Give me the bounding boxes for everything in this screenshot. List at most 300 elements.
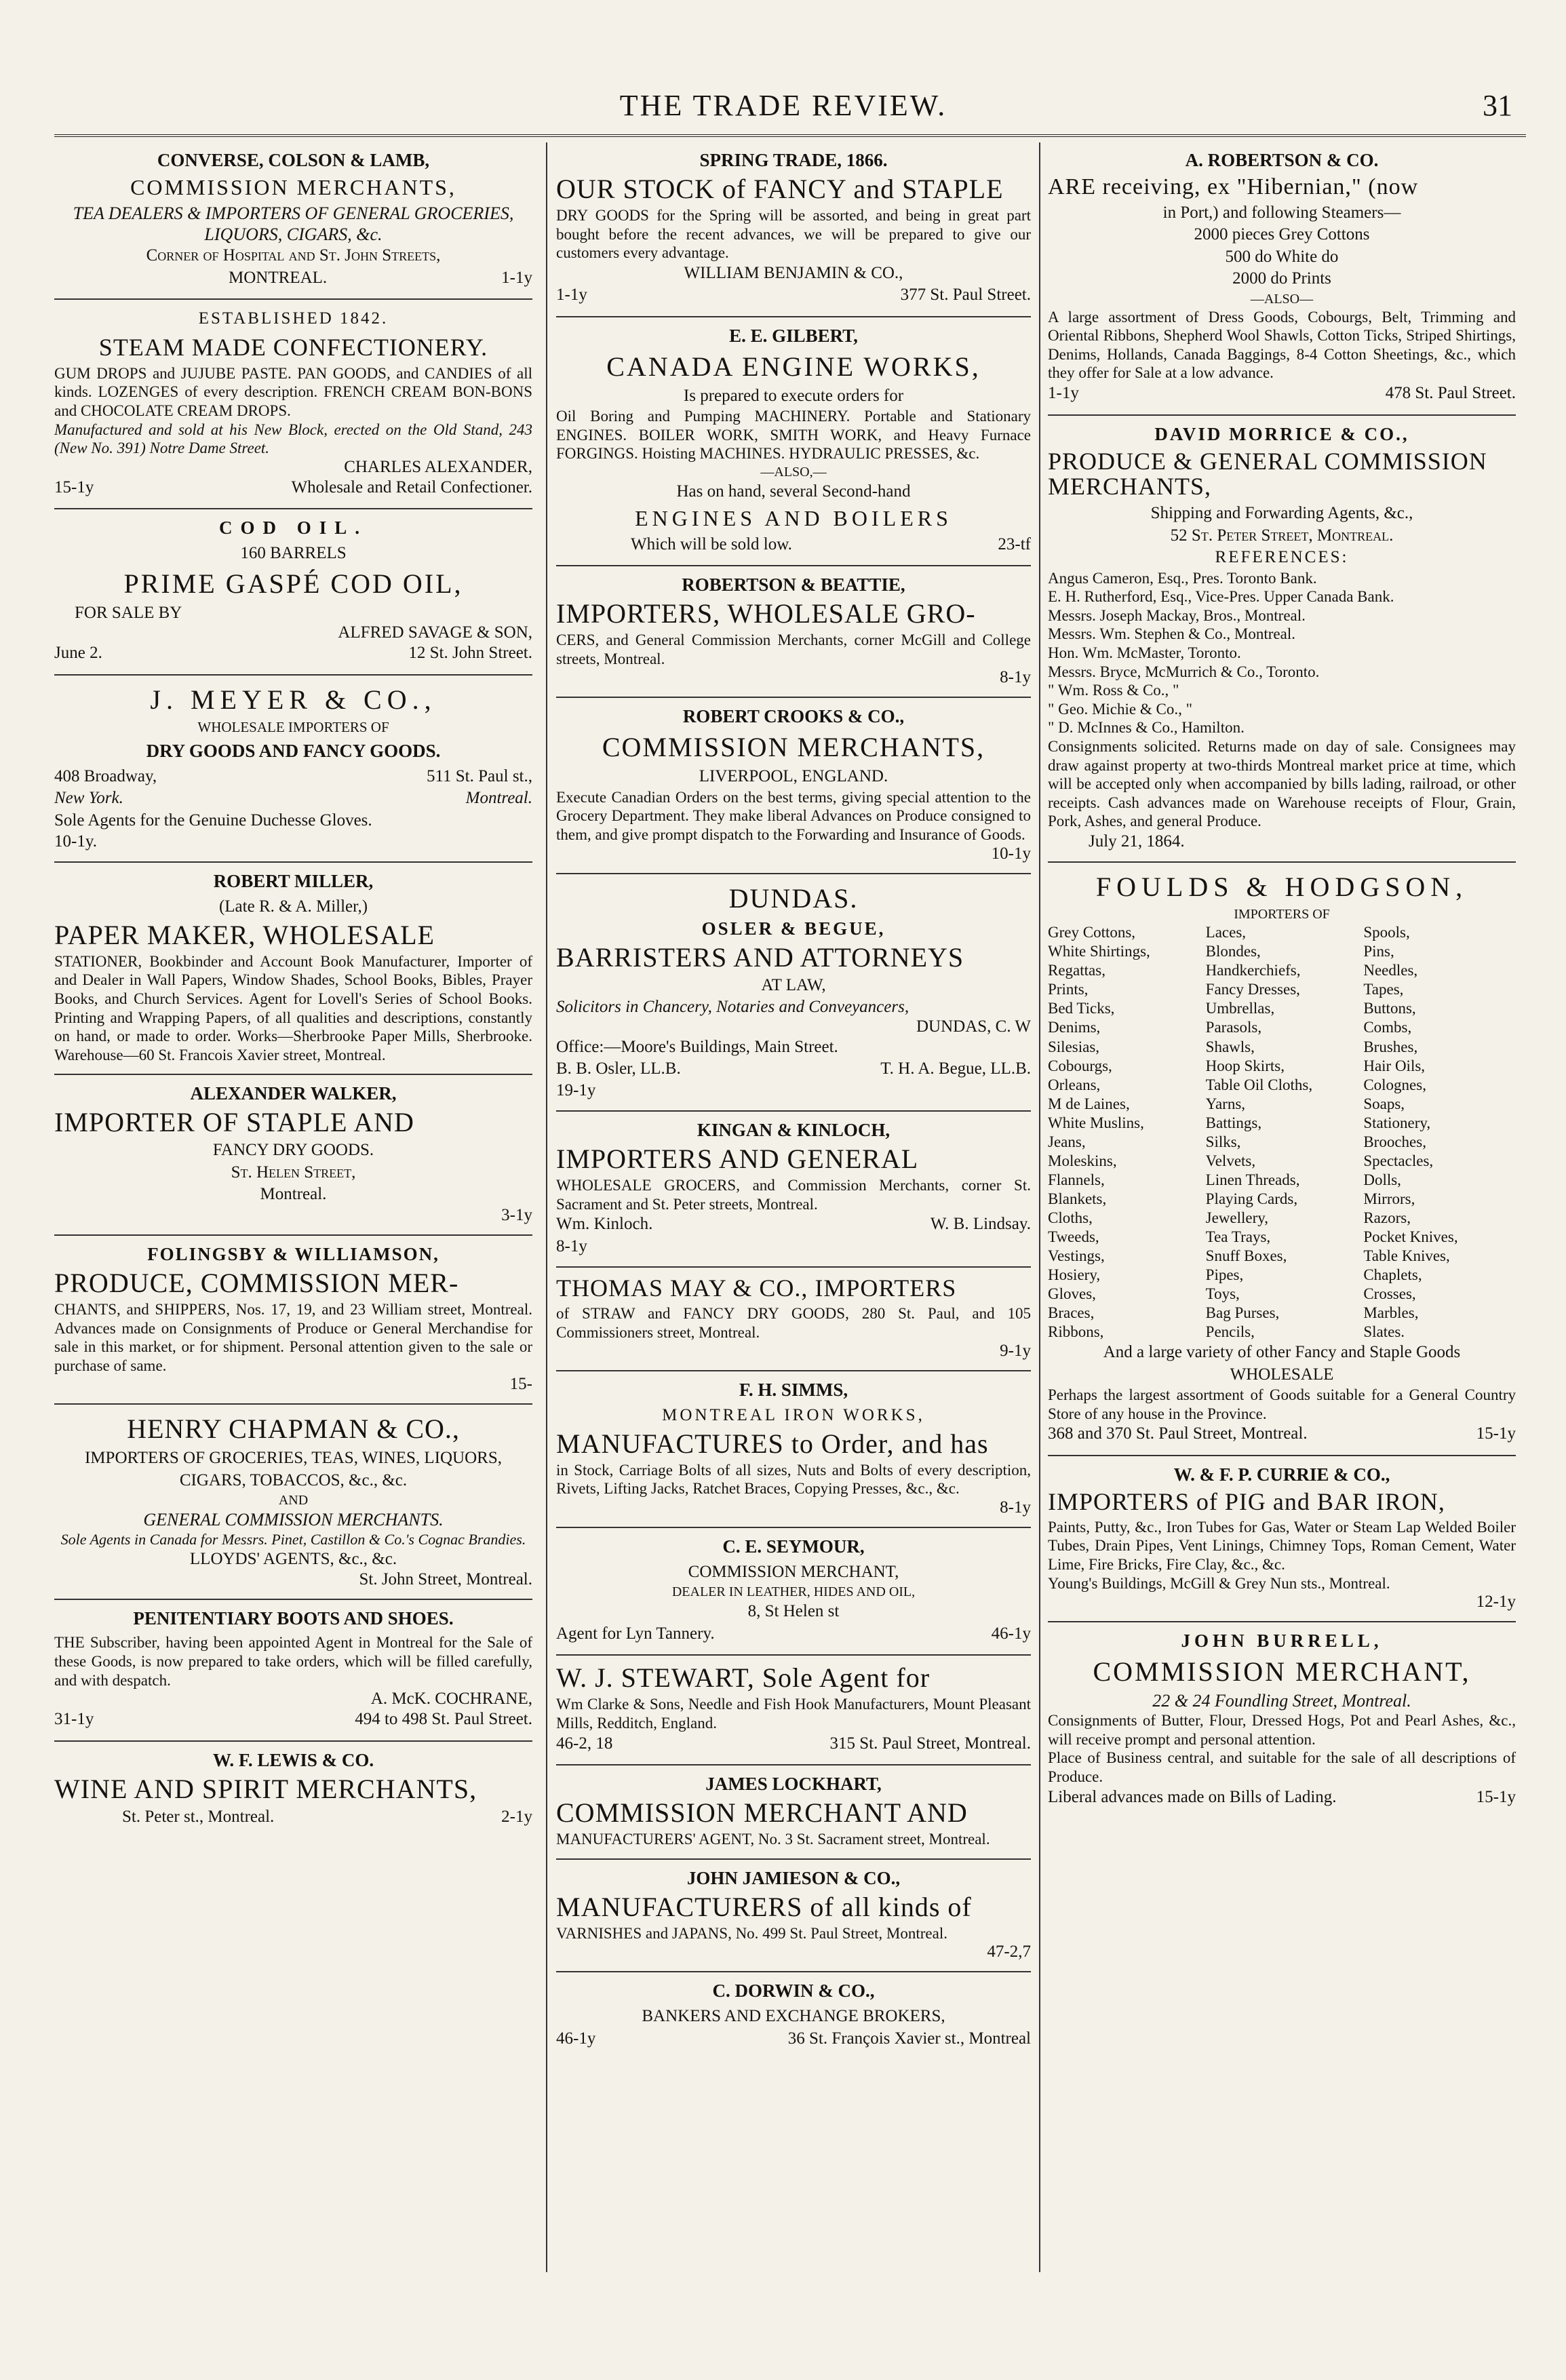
ad-heading: A. ROBERTSON & CO. xyxy=(1185,150,1379,170)
ad-subtitle: COMMISSION MERCHANT, xyxy=(688,1562,899,1581)
ad-headline: PRODUCE & GENERAL COMMISSION MERCHANTS, xyxy=(1048,447,1487,501)
goods-item: Combs, xyxy=(1363,1019,1412,1036)
ad-body: Consignments of Butter, Flour, Dressed Hogs, Pot and Pearl Ashes, &c., will receive prompt and personal attention. xyxy=(1048,1712,1516,1748)
ad-heading: JAMES LOCKHART, xyxy=(705,1774,882,1795)
goods-item: Vestings, xyxy=(1048,1247,1105,1265)
ad-name: A. McK. COCHRANE, xyxy=(370,1690,532,1709)
ad-reference: " Wm. Ross & Co., " xyxy=(1048,682,1179,699)
ad-headline: IMPORTERS, WHOLESALE GRO- xyxy=(556,598,976,629)
ad-subtitle: Shipping and Forwarding Agents, &c., xyxy=(1150,504,1413,523)
ad-office: Office:—Moore's Buildings, Main Street. xyxy=(556,1038,838,1057)
divider xyxy=(1048,414,1516,416)
ad-headline: COMMISSION MERCHANT, xyxy=(1093,1656,1471,1688)
ad-code: 1-1y xyxy=(556,286,587,305)
goods-item: Mirrors, xyxy=(1363,1190,1415,1207)
ad-code: 15-1y xyxy=(1476,1787,1516,1806)
advertisement xyxy=(54,150,532,289)
ad-name: Wm. Kinloch. xyxy=(556,1215,653,1234)
goods-item: Fancy Dresses, xyxy=(1205,981,1300,998)
goods-item: Marbles, xyxy=(1363,1304,1419,1322)
goods-item: Hosiery, xyxy=(1048,1266,1101,1284)
goods-item: Moleskins, xyxy=(1048,1152,1117,1169)
ad-address: St. Helen Street, xyxy=(231,1163,356,1182)
ad-reference: Hon. Wm. McMaster, Toronto. xyxy=(1048,644,1241,662)
goods-item: Linen Threads, xyxy=(1205,1171,1300,1188)
ad-date: July 21, 1864. xyxy=(1089,832,1185,851)
ad-body: And a large variety of other Fancy and Staple Goods xyxy=(1103,1343,1461,1362)
divider xyxy=(54,508,532,509)
goods-item: Grey Cottons, xyxy=(1048,924,1136,941)
ad-headline: PRIME GASPÉ COD OIL, xyxy=(123,568,463,599)
ad-headline: J. MEYER & CO., xyxy=(150,684,437,715)
ad-heading: F. H. SIMMS, xyxy=(739,1380,848,1401)
ad-headline: THOMAS MAY & CO., IMPORTERS xyxy=(556,1274,957,1302)
goods-item: Brushes, xyxy=(1363,1038,1418,1055)
divider xyxy=(556,1110,1031,1112)
goods-item: Parasols, xyxy=(1205,1019,1262,1036)
ad-headline: IMPORTERS of PIG and BAR IRON, xyxy=(1048,1487,1445,1515)
ad-headline: MANUFACTURERS of all kinds of xyxy=(556,1891,972,1922)
goods-item: Gloves, xyxy=(1048,1285,1096,1303)
ad-subtitle: IMPORTERS OF xyxy=(1234,907,1330,922)
ad-body: Place of Business central, and suitable for the sale of all descriptions of Produce. xyxy=(1048,1749,1516,1786)
ad-headline: COMMISSION MERCHANTS, xyxy=(602,732,985,763)
ad-name: T. H. A. Begue, LL.B. xyxy=(880,1059,1031,1078)
ad-italic: GENERAL COMMISSION MERCHANTS. xyxy=(143,1510,444,1530)
advertisement xyxy=(556,706,1031,863)
goods-item: Tea Trays, xyxy=(1205,1228,1271,1245)
goods-item: Prints, xyxy=(1048,981,1089,998)
advertisement xyxy=(556,1120,1031,1257)
ad-heading: SPRING TRADE, 1866. xyxy=(699,150,888,170)
advertisement xyxy=(1048,1631,1516,1808)
ad-address: 8, St Helen st xyxy=(747,1602,840,1621)
ad-subtitle: LIVERPOOL, ENGLAND. xyxy=(699,767,888,786)
goods-item: Orleans, xyxy=(1048,1076,1101,1093)
advertisement xyxy=(556,574,1031,687)
advertisement xyxy=(556,326,1031,555)
goods-item: Hair Oils, xyxy=(1363,1057,1426,1074)
goods-item: Pipes, xyxy=(1205,1266,1244,1284)
ad-body: Paints, Putty, &c., Iron Tubes for Gas, Water or Steam Lap Welded Boiler Tubes, Drain Pipes, Vent Linings, Chimney Tops, Roman Cement, Water Lime, Fire Bricks, Fire Clay, &c., &c. xyxy=(1048,1518,1516,1573)
advertisement xyxy=(54,518,532,664)
goods-item: Snuff Boxes, xyxy=(1205,1247,1287,1265)
divider xyxy=(54,1740,532,1742)
ad-address: St. Peter st., Montreal. xyxy=(122,1807,275,1826)
ad-date: June 2. xyxy=(54,644,102,663)
advertisement xyxy=(556,1981,1031,2050)
ad-body: Perhaps the largest assortment of Goods suitable for a General Country Store of any house in the Province. xyxy=(1048,1386,1516,1422)
ad-subtitle: AT LAW, xyxy=(761,975,826,994)
ad-code: 2-1y xyxy=(501,1807,532,1826)
ad-code: 15-1y xyxy=(54,477,94,496)
ad-address: 511 St. Paul st., xyxy=(426,766,532,785)
goods-item: Needles, xyxy=(1363,962,1418,979)
advertisement xyxy=(1048,150,1516,405)
goods-item: Handkerchiefs, xyxy=(1205,962,1301,979)
ad-heading: DRY GOODS AND FANCY GOODS. xyxy=(146,740,441,761)
divider xyxy=(54,1599,532,1600)
goods-item: Shawls, xyxy=(1205,1038,1255,1055)
advertisement xyxy=(54,871,532,1064)
ad-heading: OSLER & BEGUE, xyxy=(701,918,886,939)
ad-body: A large assortment of Dress Goods, Cobourgs, Belt, Trimming and Oriental Ribbons, Shepherd Wool Shawls, Cotton Ticks, Striped Shirtings, Denims, Hollands, Canada Baggings, 8-4 Cotton Sheetings, &c., which they offer for Sale at a low advance. xyxy=(1048,308,1516,382)
ad-also: —ALSO— xyxy=(1250,291,1314,307)
goods-item: Crosses, xyxy=(1363,1285,1416,1303)
ad-headline: IMPORTERS AND GENERAL xyxy=(556,1144,919,1175)
goods-item: Toys, xyxy=(1205,1285,1240,1303)
divider xyxy=(556,1858,1031,1860)
ad-sale: FOR SALE BY xyxy=(75,603,182,622)
ad-heading: ROBERT MILLER, xyxy=(213,871,374,892)
ad-code: 46-1y xyxy=(556,2029,596,2048)
ad-name: WILLIAM BENJAMIN & CO., xyxy=(684,263,903,282)
ad-body: Wm Clarke & Sons, Needle and Fish Hook Manufacturers, Mount Pleasant Mills, Redditch, England. xyxy=(556,1696,1031,1732)
ad-reference: E. H. Rutherford, Esq., Vice-Pres. Upper Canada Bank. xyxy=(1048,588,1394,606)
ad-headline: COMMISSION MERCHANTS, xyxy=(130,175,456,199)
divider xyxy=(556,565,1031,566)
ad-body: WHOLESALE GROCERS, and Commission Merchants, corner St. Sacrament and St. Peter streets, Montreal. xyxy=(556,1177,1031,1213)
ad-subtitle: MONTREAL IRON WORKS, xyxy=(662,1406,925,1425)
ad-headline: ARE receiving, ex "Hibernian," (now xyxy=(1048,174,1419,199)
ad-address: 52 St. Peter Street, Montreal. xyxy=(1170,526,1394,545)
ad-reference: Messrs. Bryce, McMurrich & Co., Toronto. xyxy=(1048,663,1320,680)
ad-body: Oil Boring and Pumping MACHINERY. Portable and Stationary ENGINES. BOILER WORK, SMITH WORK, and Heavy Furnace FORGINGS. Hoisting MACHINES. HYDRAULIC PRESSES, &c. xyxy=(556,408,1031,463)
ad-body: of STRAW and FANCY DRY GOODS, 280 St. Paul, and 105 Commissioners street, Montreal. xyxy=(556,1305,1031,1341)
goods-item: Spectacles, xyxy=(1363,1152,1434,1169)
ad-body: DRY GOODS for the Spring will be assorted, and being in great part bought before the recent advances, we will be prepared to give our customers every advantage. xyxy=(556,207,1031,262)
advertisement xyxy=(1048,424,1516,853)
ad-heading: DAVID MORRICE & CO., xyxy=(1154,423,1409,444)
ad-headline: IMPORTER OF STAPLE AND xyxy=(54,1107,414,1138)
ad-headline: PAPER MAKER, WHOLESALE xyxy=(54,919,435,950)
advertisement xyxy=(1048,1464,1516,1612)
advertisement xyxy=(556,1536,1031,1645)
divider xyxy=(556,316,1031,317)
ad-heading: W. & F. P. CURRIE & CO., xyxy=(1173,1464,1390,1485)
ad-reference: " D. McInnes & Co., Hamilton. xyxy=(1048,719,1245,737)
ad-text: Which will be sold low. xyxy=(631,534,792,553)
goods-item: Velvets, xyxy=(1205,1152,1256,1169)
advertisement xyxy=(54,308,532,499)
page-number: 31 xyxy=(1483,89,1512,122)
ad-body: MANUFACTURERS' AGENT, No. 3 St. Sacrament street, Montreal. xyxy=(556,1831,990,1848)
ad-subtitle: IMPORTERS OF GROCERIES, TEAS, WINES, LIQUORS, CIGARS, TOBACCOS, &c., &c. xyxy=(84,1449,502,1489)
ad-references-heading: REFERENCES: xyxy=(1215,548,1349,567)
goods-item: Hoop Skirts, xyxy=(1205,1057,1285,1074)
goods-item: Braces, xyxy=(1048,1304,1095,1322)
ad-reference: Messrs. Joseph Mackay, Bros., Montreal. xyxy=(1048,606,1306,624)
ad-code: 1-1y xyxy=(1048,384,1079,403)
divider xyxy=(1048,1455,1516,1456)
ad-address: 377 St. Paul Street. xyxy=(900,286,1031,305)
ad-body: Execute Canadian Orders on the best terms, giving special attention to the Grocery Department. They make liberal Advances on Produce consigned to them, and give prompt dispatch to the Forwarding and Insurance of Goods. xyxy=(556,788,1031,843)
ad-address: 36 St. François Xavier st., Montreal xyxy=(787,2029,1031,2048)
ad-address: 12 St. John Street. xyxy=(408,644,532,663)
ad-body: Sole Agents for the Genuine Duchesse Gloves. xyxy=(54,811,372,830)
advertisement xyxy=(54,1413,532,1589)
ad-body: STATIONER, Bookbinder and Account Book Manufacturer, Importer of and Dealer in Wall Papers, Window Shades, School Books, Bibles, Prayer Books, and Church Services. Agent for Lovell's Series of School Books. Printing and Wrapping Papers, of all qualities and descriptions, constantly on hand, or made to order. Works—Sherbrooke Paper Mills, Sherbrooke. Warehouse—60 St. Francois Xavier street, Montreal. xyxy=(54,952,532,1064)
ad-name: W. B. Lindsay. xyxy=(930,1215,1031,1234)
advertisement xyxy=(556,882,1031,1101)
ad-and: AND xyxy=(278,1493,309,1508)
divider xyxy=(556,1764,1031,1766)
ad-headline: OUR STOCK of FANCY and STAPLE xyxy=(556,174,1004,204)
advertisement xyxy=(556,150,1031,307)
ad-city: MONTREAL. xyxy=(229,268,328,287)
ad-city: New York. xyxy=(54,789,123,808)
advertisement xyxy=(54,1750,532,1829)
ad-quantity: 160 BARRELS xyxy=(240,544,347,563)
ad-headline: COMMISSION MERCHANT AND xyxy=(556,1797,968,1829)
ad-headline: HENRY CHAPMAN & CO., xyxy=(127,1413,460,1445)
ad-code: 46-2, 18 xyxy=(556,1734,613,1753)
ad-heading: ROBERTSON & BEATTIE, xyxy=(682,574,905,596)
advertisement xyxy=(54,684,532,853)
advertisement xyxy=(556,1774,1031,1849)
ad-headline: ENGINES AND BOILERS xyxy=(635,505,952,530)
divider xyxy=(54,1403,532,1405)
goods-item: M de Laines, xyxy=(1048,1095,1130,1112)
ad-code: 12-1y xyxy=(1476,1593,1516,1612)
ad-subtitle: TEA DEALERS & IMPORTERS OF GENERAL GROCERIES, LIQUORS, CIGARS, &c. xyxy=(73,203,514,245)
ad-code: 1-1y xyxy=(501,268,532,287)
goods-item: Yarns, xyxy=(1205,1095,1246,1112)
goods-item: Silesias, xyxy=(1048,1038,1100,1055)
ad-address: St. John Street, Montreal. xyxy=(359,1570,532,1589)
goods-item: Pocket Knives, xyxy=(1363,1228,1458,1245)
goods-item: Playing Cards, xyxy=(1205,1190,1298,1207)
ad-address: 494 to 498 St. Paul Street. xyxy=(355,1710,532,1729)
goods-item: Dolls, xyxy=(1363,1171,1401,1188)
goods-item: Laces, xyxy=(1205,924,1247,941)
divider xyxy=(556,1266,1031,1268)
goods-item: Table Knives, xyxy=(1363,1247,1450,1265)
goods-item: Soaps, xyxy=(1363,1095,1405,1112)
ad-subtitle: FANCY DRY GOODS. xyxy=(212,1141,374,1160)
ad-address: 408 Broadway, xyxy=(54,766,157,785)
divider xyxy=(556,1527,1031,1528)
ad-code: 8-1y xyxy=(556,1236,587,1255)
ad-text: Has on hand, several Second-hand xyxy=(676,482,911,501)
ad-agent: Agent for Lyn Tannery. xyxy=(556,1624,715,1643)
advertisement xyxy=(54,1244,532,1394)
goods-item: Stationery, xyxy=(1363,1114,1431,1131)
ad-subtitle: WHOLESALE IMPORTERS OF xyxy=(197,718,389,735)
ad-code: 10-1y xyxy=(991,844,1031,863)
ad-headline: W. J. STEWART, Sole Agent for xyxy=(556,1662,931,1694)
ad-heading: ALEXANDER WALKER, xyxy=(190,1083,397,1104)
goods-item: Denims, xyxy=(1048,1019,1101,1036)
ad-code: 46-1y xyxy=(991,1624,1031,1643)
ad-heading: PENITENTIARY BOOTS AND SHOES. xyxy=(133,1608,454,1629)
goods-item: Razors, xyxy=(1363,1209,1411,1226)
divider xyxy=(54,298,532,300)
ad-list-item: 500 do White do xyxy=(1225,247,1339,266)
goods-item: Blankets, xyxy=(1048,1190,1107,1207)
ad-code: 19-1y xyxy=(556,1081,596,1100)
divider xyxy=(556,873,1031,874)
ad-body: Consignments solicited. Returns made on day of sale. Consignees may draw against property at two-thirds Montreal market price at time, which will be accepted only when accompanied by bills lading, railroad, or other receipts. Cash advances made on Warehouse receipts of Flour, Grain, Pork, Ashes, and general Produce. xyxy=(1048,738,1516,830)
goods-item: Pencils, xyxy=(1205,1323,1255,1341)
ad-city: DUNDAS, C. W xyxy=(916,1017,1031,1036)
goods-item: Ribbons, xyxy=(1048,1323,1104,1341)
ad-code: 15-1y xyxy=(1476,1424,1516,1443)
advertisement xyxy=(556,1664,1031,1755)
ad-address: 478 St. Paul Street. xyxy=(1385,384,1516,403)
ad-heading: ESTABLISHED 1842. xyxy=(198,309,389,328)
section-heading: DUNDAS. xyxy=(728,882,859,914)
ad-subtitle: Is prepared to execute orders for xyxy=(683,386,904,405)
advertisement xyxy=(54,1083,532,1225)
divider xyxy=(556,697,1031,698)
divider xyxy=(556,1370,1031,1371)
ad-reference: " Geo. Michie & Co., " xyxy=(1048,700,1192,718)
goods-item: Tapes, xyxy=(1363,981,1404,998)
goods-item: Umbrellas, xyxy=(1205,1000,1275,1017)
goods-item: Bed Ticks, xyxy=(1048,1000,1115,1017)
divider xyxy=(556,1971,1031,1972)
ad-heading: COD OIL. xyxy=(218,518,368,539)
column-divider xyxy=(546,142,547,2272)
ad-headline: STEAM MADE CONFECTIONERY. xyxy=(98,333,488,361)
advertisement xyxy=(556,1276,1031,1361)
ad-name: ALFRED SAVAGE & SON, xyxy=(338,623,532,642)
goods-item: Battings, xyxy=(1205,1114,1262,1131)
ad-heading: ROBERT CROOKS & CO., xyxy=(682,706,905,727)
goods-item: Regattas, xyxy=(1048,962,1105,979)
ad-city: Montreal. xyxy=(260,1185,327,1204)
ad-headline: MANUFACTURES to Order, and has xyxy=(556,1428,989,1459)
ad-code: 10-1y. xyxy=(54,832,97,851)
ad-body: CERS, and General Commission Merchants, corner McGill and College streets, Montreal. xyxy=(556,631,1031,667)
advertisement xyxy=(556,1868,1031,1962)
ad-list-item: 2000 do Prints xyxy=(1232,269,1331,288)
ad-reference: Angus Cameron, Esq., Pres. Toronto Bank. xyxy=(1048,569,1317,587)
goods-item: Spools, xyxy=(1363,924,1410,941)
ad-body: VARNISHES and JAPANS, No. 499 St. Paul Street, Montreal. xyxy=(556,1924,947,1942)
ad-agents: LLOYDS' AGENTS, &c., &c. xyxy=(189,1549,397,1568)
ad-headline: BARRISTERS AND ATTORNEYS xyxy=(556,941,964,973)
ad-heading: C. E. SEYMOUR, xyxy=(722,1536,865,1557)
divider xyxy=(54,1074,532,1075)
column-2 xyxy=(556,146,1031,2056)
ad-italic: Solicitors in Chancery, Notaries and Conveyancers, xyxy=(556,998,909,1017)
page-title: THE TRADE REVIEW. xyxy=(619,89,947,122)
goods-item: Chaplets, xyxy=(1363,1266,1422,1284)
ad-heading: KINGAN & KINLOCH, xyxy=(697,1120,890,1141)
ad-wholesale: WHOLESALE xyxy=(1230,1365,1334,1384)
ad-heading: JOHN JAMIESON & CO., xyxy=(686,1867,901,1888)
ad-code: 47-2,7 xyxy=(987,1943,1031,1962)
ad-body: GUM DROPS and JUJUBE PASTE. PAN GOODS, and CANDIES of all kinds. LOZENGES of every description. FRENCH CREAM BON-BONS and CHOCOLATE CREAM DROPS. xyxy=(54,364,532,420)
divider xyxy=(1048,861,1516,863)
goods-list xyxy=(1048,923,1516,1342)
goods-item: Tweeds, xyxy=(1048,1228,1099,1245)
goods-item: Cloths, xyxy=(1048,1209,1093,1226)
ad-body: in Port,) and following Steamers— xyxy=(1162,203,1401,222)
ad-address: Young's Buildings, McGill & Grey Nun sts., Montreal. xyxy=(1048,1574,1390,1592)
ad-code: 31-1y xyxy=(54,1710,94,1729)
ad-italic: Sole Agents in Canada for Messrs. Pinet, Castillon & Co.'s Cognac Brandies. xyxy=(60,1530,526,1548)
divider xyxy=(1048,1621,1516,1622)
advertisement xyxy=(556,1380,1031,1517)
ad-reference: Messrs. Wm. Stephen & Co., Montreal. xyxy=(1048,625,1295,643)
goods-item: Bag Purses, xyxy=(1205,1304,1280,1322)
goods-item: Jewellery, xyxy=(1205,1209,1269,1226)
ad-body: Liberal advances made on Bills of Lading. xyxy=(1048,1787,1337,1806)
ad-code: 15- xyxy=(509,1375,532,1394)
goods-item: White Shirtings, xyxy=(1048,943,1150,960)
goods-item: Flannels, xyxy=(1048,1171,1105,1188)
ad-code: 8-1y xyxy=(1000,668,1031,687)
ad-subtitle: BANKERS AND EXCHANGE BROKERS, xyxy=(642,2007,945,2026)
ad-heading: JOHN BURRELL, xyxy=(1181,1631,1383,1652)
ad-also: —ALSO,— xyxy=(760,465,827,480)
goods-item: Jeans, xyxy=(1048,1133,1086,1150)
goods-item: Blondes, xyxy=(1205,943,1261,960)
ad-subtitle: (Late R. & A. Miller,) xyxy=(218,897,368,916)
goods-item: Buttons, xyxy=(1363,1000,1416,1017)
column-divider xyxy=(1039,142,1040,2272)
goods-item: Colognes, xyxy=(1363,1076,1426,1093)
ad-code: 3-1y xyxy=(501,1205,532,1224)
advertisement xyxy=(1048,871,1516,1445)
ad-body: in Stock, Carriage Bolts of all sizes, Nuts and Bolts of every description, Rivets, Lifting Jacks, Ratchet Braces, Copying Presses, &c., &c. xyxy=(556,1461,1031,1498)
header-rule xyxy=(54,134,1526,137)
divider xyxy=(54,1234,532,1236)
divider xyxy=(556,1654,1031,1656)
ad-address: 368 and 370 St. Paul Street, Montreal. xyxy=(1048,1424,1308,1443)
ad-city: Montreal. xyxy=(465,789,532,808)
ad-body: THE Subscriber, having been appointed Agent in Montreal for the Sale of these Goods, is now prepared to take orders, which will be filled carefully, and with despatch. xyxy=(54,1634,532,1689)
divider xyxy=(54,861,532,863)
goods-item: Table Oil Cloths, xyxy=(1205,1076,1313,1093)
ad-heading: FOLINGSBY & WILLIAMSON, xyxy=(147,1243,439,1264)
ad-address: Corner of Hospital and St. John Streets, xyxy=(146,246,441,265)
ad-code: 8-1y xyxy=(1000,1498,1031,1517)
ad-name: B. B. Osler, LL.B. xyxy=(556,1059,681,1078)
ad-heading: E. E. GILBERT, xyxy=(729,325,858,346)
ad-note: Manufactured and sold at his New Block, erected on the Old Stand, 243 (New No. 391) Notre Dame Street. xyxy=(54,421,532,457)
column-3 xyxy=(1048,146,1516,1815)
ad-name: CHARLES ALEXANDER, xyxy=(344,457,532,476)
ad-headline: FOULDS & HODGSON, xyxy=(1095,872,1468,903)
ad-subtitle: 22 & 24 Foundling Street, Montreal. xyxy=(1152,1691,1411,1711)
ad-code: 9-1y xyxy=(1000,1342,1031,1361)
goods-item: Cobourgs, xyxy=(1048,1057,1112,1074)
ad-code: 23-tf xyxy=(998,534,1031,553)
divider xyxy=(54,674,532,676)
ad-headline: CANADA ENGINE WORKS, xyxy=(606,351,981,382)
goods-item: Silks, xyxy=(1205,1133,1241,1150)
ad-subtitle: DEALER IN LEATHER, HIDES AND OIL, xyxy=(671,1584,916,1600)
advertisement xyxy=(54,1608,532,1730)
goods-item: Pins, xyxy=(1363,943,1394,960)
ad-headline: WINE AND SPIRIT MERCHANTS, xyxy=(54,1773,477,1804)
goods-item: White Muslins, xyxy=(1048,1114,1144,1131)
ad-list-item: 2000 pieces Grey Cottons xyxy=(1194,225,1370,244)
ad-heading: W. F. LEWIS & CO. xyxy=(212,1749,374,1770)
ad-heading: CONVERSE, COLSON & LAMB, xyxy=(157,150,430,170)
ad-headline: PRODUCE, COMMISSION MER- xyxy=(54,1267,459,1298)
ad-heading: C. DORWIN & CO., xyxy=(712,1981,875,2002)
ad-description: Wholesale and Retail Confectioner. xyxy=(291,477,532,496)
goods-item: Slates. xyxy=(1363,1323,1405,1341)
ad-address: 315 St. Paul Street, Montreal. xyxy=(829,1734,1031,1753)
goods-item: Brooches, xyxy=(1363,1133,1426,1150)
column-1 xyxy=(54,146,532,1835)
